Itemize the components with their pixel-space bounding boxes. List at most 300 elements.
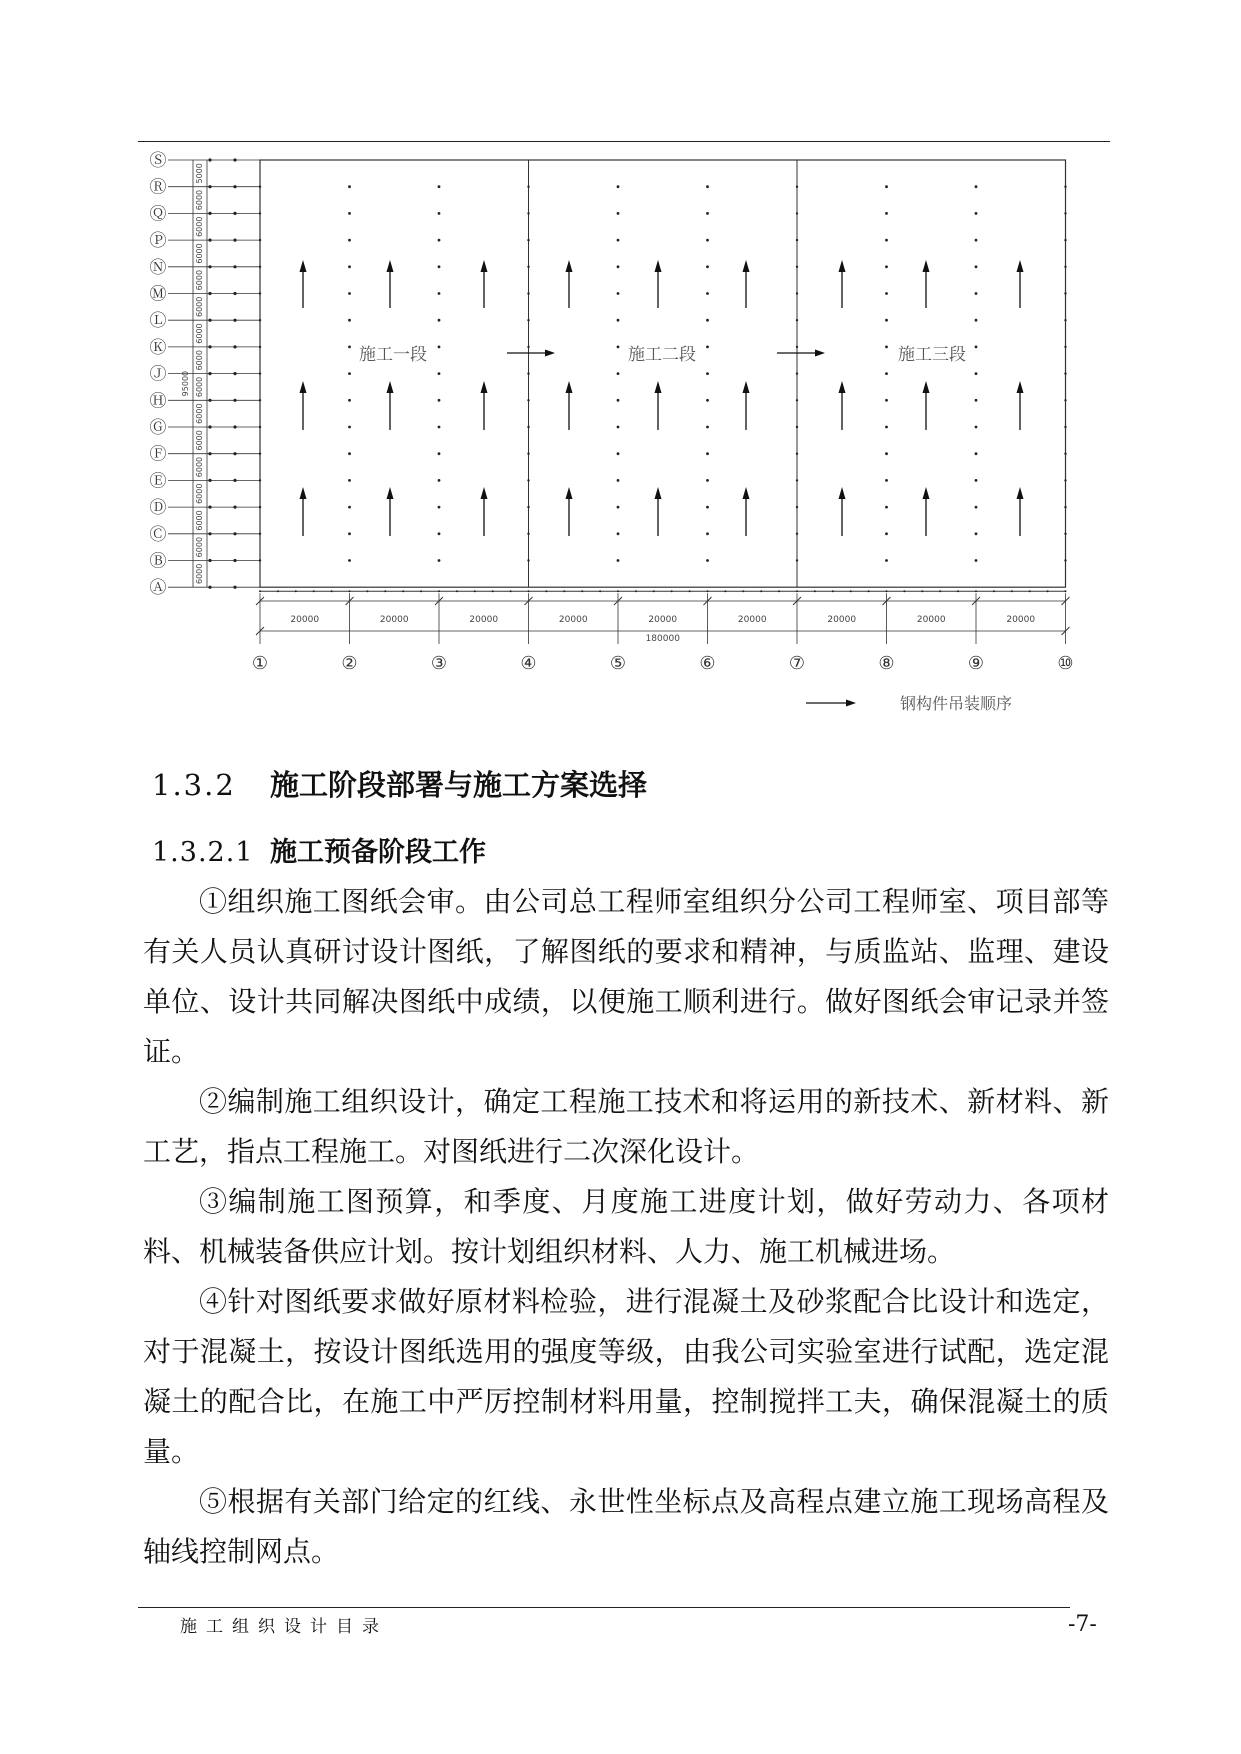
tick-dot — [208, 425, 211, 428]
column-dot — [796, 346, 798, 348]
edge-dot — [313, 590, 315, 592]
edge-dot — [939, 590, 941, 592]
column-dot — [617, 212, 620, 215]
column-dot — [796, 533, 798, 535]
column-dot — [259, 292, 261, 294]
edge-dot — [384, 590, 386, 592]
row-spacing-label: 6000 — [195, 350, 204, 371]
column-dot — [259, 319, 261, 321]
column-dot — [706, 372, 709, 375]
column-spacing-label: 20000 — [379, 615, 409, 625]
column-axis-label: ⑦ — [788, 653, 806, 674]
column-dot — [1064, 559, 1066, 561]
edge-dot — [635, 590, 637, 592]
column-dot — [259, 533, 261, 535]
column-dot — [885, 292, 888, 295]
edge-dot — [331, 590, 333, 592]
edge-dot — [295, 590, 297, 592]
edge-dot — [1011, 590, 1013, 592]
column-dot — [617, 426, 620, 429]
column-dot — [438, 239, 441, 242]
row-spacing-label: 6000 — [195, 430, 204, 451]
column-dot — [796, 266, 798, 268]
crane-sequence-drawing — [138, 148, 1108, 720]
column-dot — [617, 346, 620, 349]
edge-dot — [581, 590, 583, 592]
column-dot — [438, 185, 441, 188]
column-dot — [706, 185, 709, 188]
edge-dot — [492, 590, 494, 592]
row-spacing-label: 6000 — [195, 216, 204, 237]
tick-dot — [208, 452, 211, 455]
lift-arrow-head — [566, 260, 573, 272]
edge-dot — [850, 590, 852, 592]
column-dot — [885, 372, 888, 375]
column-dot — [438, 346, 441, 349]
tick-dot — [208, 185, 211, 188]
edge-dot — [975, 590, 977, 592]
header-rule — [138, 141, 1110, 142]
row-axis-label: Ⓜ — [149, 284, 167, 305]
row-spacing-label: 6000 — [195, 296, 204, 318]
tick-dot — [233, 559, 236, 562]
column-dot — [885, 319, 888, 322]
column-dot — [617, 292, 620, 295]
column-dot — [348, 479, 351, 482]
column-dot — [1064, 533, 1066, 535]
subsection-title: 施工预备阶段工作 — [270, 837, 486, 868]
section-label: 施工一段 — [359, 345, 427, 365]
column-dot — [706, 559, 709, 562]
paragraph: ⑤根据有关部门给定的红线、永世性坐标点及高程点建立施工现场高程及轴线控制网点。 — [143, 1485, 1109, 1568]
column-axis-label: ③ — [430, 653, 448, 674]
column-dot — [1064, 239, 1066, 241]
lift-arrow-head — [839, 381, 846, 393]
column-dot — [706, 346, 709, 349]
edge-dot — [993, 590, 995, 592]
tick-dot — [208, 158, 211, 161]
column-dot — [527, 186, 529, 188]
column-dot — [796, 292, 798, 294]
edge-dot — [832, 590, 834, 592]
column-dot — [796, 426, 798, 428]
lift-arrow-head — [300, 260, 307, 272]
column-axis-label: ② — [341, 653, 358, 674]
tick-dot — [233, 185, 236, 188]
column-dot — [1064, 346, 1066, 348]
row-spacing-label: 6000 — [195, 189, 204, 211]
column-axis-label: ⑤ — [609, 653, 627, 674]
column-dot — [796, 453, 798, 455]
column-dot — [617, 506, 620, 509]
column-dot — [975, 479, 978, 482]
row-spacing-label: 6000 — [195, 483, 204, 504]
tick-dot — [233, 239, 236, 242]
column-dot — [885, 185, 888, 188]
column-dot — [1064, 453, 1066, 455]
column-dot — [885, 452, 888, 455]
column-dot — [1064, 506, 1066, 508]
row-axis-label: Ⓒ — [149, 524, 167, 545]
edge-dot — [259, 590, 261, 592]
column-dot — [706, 319, 709, 322]
column-dot — [617, 265, 620, 268]
column-dot — [706, 426, 709, 429]
column-dot — [348, 319, 351, 322]
column-dot — [527, 559, 529, 561]
column-dot — [706, 212, 709, 215]
column-dot — [706, 239, 709, 242]
edge-dot — [796, 590, 798, 592]
row-axis-label: Ⓔ — [149, 471, 167, 492]
column-dot — [348, 399, 351, 402]
column-spacing-label: 20000 — [648, 615, 678, 625]
column-dot — [527, 479, 529, 481]
column-dot — [975, 372, 978, 375]
lift-arrow-head — [387, 487, 394, 499]
section-heading — [152, 763, 647, 804]
column-dot — [259, 426, 261, 428]
column-dot — [975, 212, 978, 215]
column-axis-label: ⑥ — [699, 653, 716, 674]
edge-dot — [474, 590, 476, 592]
tick-dot — [233, 158, 236, 161]
column-dot — [885, 506, 888, 509]
tick-dot — [208, 265, 211, 268]
column-dot — [706, 532, 709, 535]
column-dot — [796, 506, 798, 508]
lift-arrow-head — [655, 487, 662, 499]
lift-arrow-head — [743, 487, 750, 499]
lift-arrow-head — [481, 487, 488, 499]
column-axis-label: ⑧ — [878, 653, 895, 674]
column-dot — [259, 399, 261, 401]
section-label: 施工三段 — [898, 345, 966, 365]
footer-title: 施工组织设计目录 — [180, 1617, 388, 1637]
tick-dot — [208, 399, 211, 402]
column-dot — [348, 292, 351, 295]
column-dot — [527, 372, 529, 374]
paragraph: ②编制施工组织设计，确定工程施工技术和将运用的新技术、新材料、新工艺，指点工程施工。对图纸进行二次深化设计。 — [143, 1085, 1109, 1168]
edge-dot — [689, 590, 691, 592]
edge-dot — [921, 590, 923, 592]
column-dot — [796, 319, 798, 321]
tick-dot — [208, 532, 211, 535]
edge-dot — [814, 590, 816, 592]
column-dot — [1064, 399, 1066, 401]
edge-dot — [778, 590, 780, 592]
tick-dot — [233, 399, 236, 402]
body-text — [143, 877, 1109, 1577]
column-dot — [1064, 319, 1066, 321]
row-axis-label: Ⓚ — [149, 337, 167, 358]
sequence-arrow-head — [815, 350, 825, 357]
lift-arrow-head — [300, 381, 307, 393]
column-dot — [527, 292, 529, 294]
edge-dot — [707, 590, 709, 592]
edge-dot — [724, 590, 726, 592]
building-outline — [260, 160, 1066, 587]
edge-dot — [868, 590, 870, 592]
column-axis-label: ① — [251, 653, 269, 674]
lift-arrow-head — [923, 487, 930, 499]
tick-dot — [208, 372, 211, 375]
edge-dot — [957, 590, 959, 592]
column-dot — [706, 292, 709, 295]
tick-dot — [233, 532, 236, 535]
column-dot — [259, 506, 261, 508]
column-dot — [438, 292, 441, 295]
column-dot — [1064, 266, 1066, 268]
column-dot — [527, 266, 529, 268]
tick-dot — [208, 239, 211, 242]
column-dot — [527, 426, 529, 428]
column-dot — [617, 479, 620, 482]
column-dot — [706, 452, 709, 455]
column-dot — [885, 479, 888, 482]
edge-dot — [617, 590, 619, 592]
column-dot — [885, 212, 888, 215]
lift-arrow-head — [839, 487, 846, 499]
row-axis-label: Ⓟ — [149, 231, 167, 252]
lift-arrow-head — [743, 260, 750, 272]
lift-arrow-head — [923, 260, 930, 272]
row-spacing-label: 6000 — [195, 376, 204, 398]
row-spacing-label: 6000 — [195, 403, 204, 424]
column-dot — [975, 399, 978, 402]
edge-dot — [420, 590, 422, 592]
tick-dot — [233, 212, 236, 215]
tick-dot — [233, 586, 236, 589]
column-dot — [259, 186, 261, 188]
column-spacing-label: 20000 — [290, 615, 320, 625]
row-spacing-label: 6000 — [195, 536, 204, 558]
row-spacing-label: 6000 — [195, 269, 204, 291]
column-dot — [438, 265, 441, 268]
lift-arrow-head — [1017, 487, 1024, 499]
column-dot — [438, 399, 441, 402]
section-number: 1.3.2 — [152, 768, 236, 802]
row-axis-label: Ⓛ — [149, 311, 167, 332]
edge-dot — [349, 590, 351, 592]
column-axis-label: ⑨ — [967, 653, 985, 674]
column-dot — [348, 559, 351, 562]
paragraph: ①组织施工图纸会审。由公司总工程师室组织分公司工程师室、项目部等有关人员认真研讨设计图纸，了解图纸的要求和精神，与质监站、监理、建设单位、设计共同解决图纸中成绩，以便施工顺利进行。做好图纸会审记录并签证。 — [143, 885, 1109, 1068]
row-spacing-label: 6000 — [195, 563, 204, 585]
column-dot — [796, 239, 798, 241]
tick-dot — [233, 345, 236, 348]
column-dot — [438, 559, 441, 562]
edge-dot — [653, 590, 655, 592]
row-axis-label: Ⓡ — [149, 177, 167, 198]
footer-rule — [138, 1607, 1070, 1608]
lift-arrow-head — [923, 381, 930, 393]
lift-arrow-head — [655, 381, 662, 393]
column-dot — [706, 399, 709, 402]
edge-dot — [402, 590, 404, 592]
column-dot — [706, 506, 709, 509]
column-dot — [438, 212, 441, 215]
column-dot — [527, 319, 529, 321]
lift-arrow-head — [481, 260, 488, 272]
lift-arrow-head — [1017, 381, 1024, 393]
edge-dot — [1029, 590, 1031, 592]
column-axis-label: ⑩ — [1057, 653, 1074, 674]
paragraph: ③编制施工图预算，和季度、月度施工进度计划，做好劳动力、各项材料、机械装备供应计划。按计划组织材料、人力、施工机械进场。 — [143, 1185, 1109, 1268]
column-dot — [438, 319, 441, 322]
tick-dot — [208, 212, 211, 215]
edge-dot — [599, 590, 601, 592]
lift-arrow-head — [566, 381, 573, 393]
lift-arrow-head — [743, 381, 750, 393]
total-width-label: 180000 — [645, 634, 680, 644]
column-dot — [617, 532, 620, 535]
column-spacing-label: 20000 — [737, 615, 767, 625]
edge-dot — [277, 590, 279, 592]
column-dot — [527, 399, 529, 401]
edge-dot — [1047, 590, 1049, 592]
row-axis-label: Ⓓ — [149, 498, 167, 519]
edge-dot — [760, 590, 762, 592]
column-dot — [796, 212, 798, 214]
column-dot — [706, 265, 709, 268]
column-dot — [975, 346, 978, 349]
tick-dot — [233, 506, 236, 509]
column-dot — [438, 532, 441, 535]
page-number: -7- — [1068, 1612, 1097, 1637]
column-dot — [975, 265, 978, 268]
column-dot — [1064, 372, 1066, 374]
column-dot — [438, 452, 441, 455]
column-dot — [348, 265, 351, 268]
column-dot — [975, 319, 978, 322]
subsection-heading — [152, 830, 486, 869]
row-spacing-label: 6000 — [195, 456, 204, 478]
column-dot — [527, 533, 529, 535]
column-dot — [617, 372, 620, 375]
column-dot — [1064, 212, 1066, 214]
row-spacing-label: 5000 — [195, 163, 204, 184]
lift-arrow-head — [655, 260, 662, 272]
column-dot — [617, 319, 620, 322]
column-dot — [617, 452, 620, 455]
column-dot — [885, 559, 888, 562]
edge-dot — [1065, 590, 1067, 592]
column-dot — [706, 479, 709, 482]
column-dot — [617, 239, 620, 242]
lift-arrow-head — [300, 487, 307, 499]
column-dot — [617, 559, 620, 562]
edge-dot — [563, 590, 565, 592]
tick-dot — [208, 345, 211, 348]
column-dot — [348, 239, 351, 242]
legend-label: 钢构件吊装顺序 — [900, 694, 1013, 713]
column-dot — [438, 506, 441, 509]
tick-dot — [233, 452, 236, 455]
total-height-label: 95000 — [181, 370, 190, 397]
column-dot — [259, 559, 261, 561]
lift-arrow-head — [387, 260, 394, 272]
column-dot — [348, 346, 351, 349]
column-dot — [348, 506, 351, 509]
column-dot — [348, 426, 351, 429]
section-label: 施工二段 — [628, 345, 696, 365]
lift-arrow-head — [839, 260, 846, 272]
row-spacing-label: 6000 — [195, 323, 204, 344]
column-dot — [975, 185, 978, 188]
edge-dot — [886, 590, 888, 592]
column-dot — [527, 506, 529, 508]
lift-arrow-head — [1017, 260, 1024, 272]
column-dot — [527, 453, 529, 455]
tick-dot — [233, 372, 236, 375]
row-spacing-label: 6000 — [195, 243, 204, 264]
paragraph: ④针对图纸要求做好原材料检验，进行混凝土及砂浆配合比设计和选定，对于混凝土，按设计图纸选用的强度等级，由我公司实验室进行试配，选定混凝土的配合比，在施工中严厉控制材料用量，控制搅拌工夫，确保混凝土的质量。 — [143, 1285, 1109, 1468]
column-dot — [617, 185, 620, 188]
column-dot — [1064, 292, 1066, 294]
column-dot — [527, 212, 529, 214]
column-dot — [527, 346, 529, 348]
column-dot — [885, 265, 888, 268]
tick-dot — [233, 292, 236, 295]
column-dot — [348, 452, 351, 455]
column-dot — [885, 239, 888, 242]
column-dot — [527, 239, 529, 241]
column-dot — [975, 426, 978, 429]
edge-dot — [742, 590, 744, 592]
edge-dot — [366, 590, 368, 592]
tick-dot — [208, 506, 211, 509]
tick-dot — [233, 265, 236, 268]
column-dot — [348, 372, 351, 375]
row-axis-label: Ⓕ — [149, 444, 167, 465]
row-spacing-label: 6000 — [195, 510, 204, 531]
column-dot — [259, 346, 261, 348]
lift-arrow-head — [387, 381, 394, 393]
column-dot — [885, 346, 888, 349]
column-dot — [885, 426, 888, 429]
column-dot — [259, 479, 261, 481]
tick-dot — [233, 479, 236, 482]
column-dot — [1064, 186, 1066, 188]
tick-dot — [233, 319, 236, 322]
column-dot — [438, 426, 441, 429]
column-axis-label: ④ — [520, 653, 537, 674]
column-dot — [975, 239, 978, 242]
column-dot — [438, 372, 441, 375]
lift-arrow-head — [481, 381, 488, 393]
tick-dot — [208, 559, 211, 562]
edge-dot — [903, 590, 905, 592]
column-dot — [259, 212, 261, 214]
column-dot — [975, 532, 978, 535]
subsection-number: 1.3.2.1 — [152, 837, 254, 868]
row-axis-label: Ⓖ — [149, 418, 167, 438]
column-dot — [1064, 426, 1066, 428]
column-spacing-label: 20000 — [558, 615, 588, 625]
column-spacing-label: 20000 — [916, 615, 946, 625]
sequence-arrow-head — [545, 350, 555, 357]
column-dot — [259, 239, 261, 241]
column-spacing-label: 20000 — [827, 615, 857, 625]
edge-dot — [510, 590, 512, 592]
edge-dot — [545, 590, 547, 592]
edge-dot — [438, 590, 440, 592]
column-dot — [975, 452, 978, 455]
row-axis-label: Ⓝ — [149, 257, 167, 278]
column-dot — [796, 559, 798, 561]
tick-dot — [208, 319, 211, 322]
